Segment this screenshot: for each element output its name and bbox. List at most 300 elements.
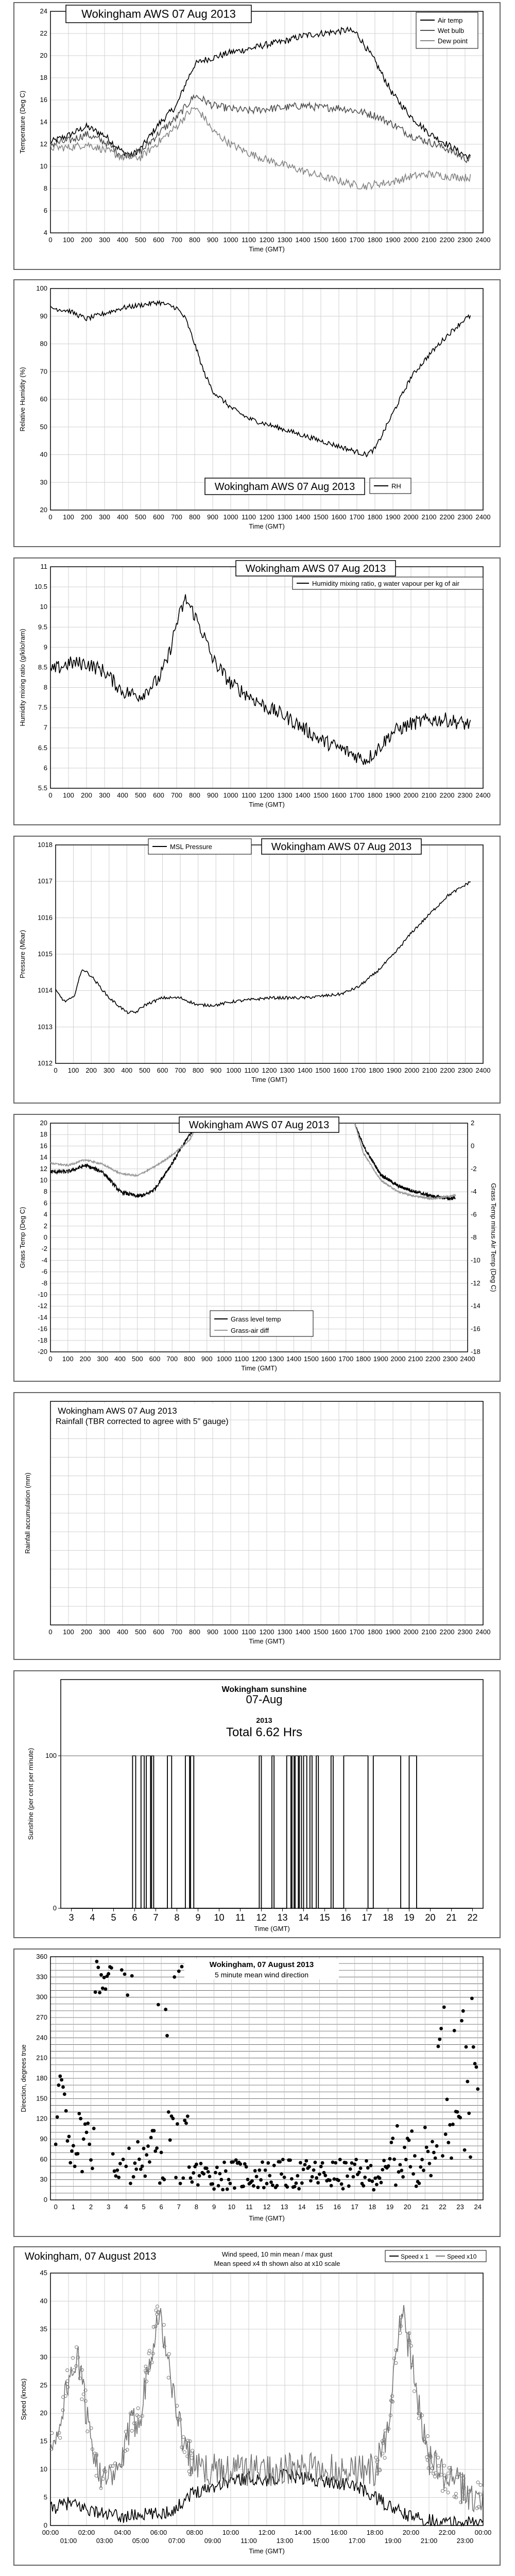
y-tick-label: 14 <box>40 1153 47 1161</box>
direction-point <box>337 2179 340 2182</box>
direction-point <box>95 1960 99 1963</box>
x-tick-label: 700 <box>171 513 182 521</box>
y-tick-label: 0 <box>43 2196 47 2204</box>
direction-point <box>67 2135 71 2139</box>
y-tick-label: -18 <box>38 1336 47 1344</box>
direction-point <box>304 2159 308 2163</box>
y-tick-label: 8.5 <box>38 663 47 671</box>
legend-label: Dew point <box>438 37 468 45</box>
y-tick-label: -12 <box>38 1302 47 1310</box>
chart-subtitle: Wind speed, 10 min mean / max gust <box>221 2250 333 2258</box>
x-tick-label: 200 <box>81 513 92 521</box>
direction-point <box>138 2158 141 2161</box>
x-tick-label: 6 <box>132 1912 138 1923</box>
gust-marker <box>441 2489 444 2493</box>
x-tick-label: 600 <box>149 1355 161 1363</box>
x-tick-label: 13:00 <box>276 2537 294 2545</box>
x-tick-label: 2300 <box>457 1628 473 1636</box>
gust-marker <box>476 2481 479 2484</box>
direction-point <box>278 2160 282 2164</box>
direction-point <box>171 2117 175 2121</box>
direction-point <box>475 2065 478 2069</box>
x-tick-label: 1600 <box>331 236 347 244</box>
y-axis-label: Sunshine (per cent per minute) <box>27 1748 35 1840</box>
direction-point <box>141 2164 144 2168</box>
y-tick-label: 270 <box>36 2013 47 2021</box>
direction-point <box>341 2187 345 2191</box>
x-tick-label: 1000 <box>223 236 238 244</box>
x-tick-label: 2400 <box>475 1066 491 1074</box>
direction-point <box>207 2170 210 2174</box>
y-axis-label: Temperature (Deg C) <box>19 90 26 154</box>
x-tick-label: 3 <box>68 1912 74 1923</box>
x-tick-label: 00:00 <box>42 2529 59 2536</box>
y-tick-label: 18 <box>40 74 47 81</box>
direction-point <box>70 2149 74 2153</box>
direction-point <box>265 2182 269 2185</box>
legend-label: Grass-air diff <box>231 1327 269 1334</box>
direction-point <box>198 2174 201 2178</box>
x-tick-label: 1000 <box>217 1355 232 1363</box>
x-tick-label: 2300 <box>457 791 473 799</box>
y-tick-label: 0 <box>53 1904 57 1912</box>
direction-point <box>330 2184 333 2188</box>
y-tick-label: -14 <box>38 1313 47 1321</box>
x-tick-label: 1200 <box>259 791 274 799</box>
x-tick-label: 13 <box>277 1912 288 1923</box>
x-tick-label: 1800 <box>367 513 383 521</box>
y-tick-label: 8 <box>43 184 47 192</box>
direction-point <box>233 2187 236 2190</box>
direction-point <box>176 2122 179 2126</box>
direction-point <box>453 2029 456 2032</box>
y-tick-label: 5.5 <box>38 784 47 792</box>
direction-point <box>139 2167 143 2171</box>
direction-point <box>165 2034 169 2038</box>
x-tick-label: 1500 <box>313 791 329 799</box>
x-tick-label: 1600 <box>331 1628 347 1636</box>
y-tick-label: 1015 <box>38 950 53 958</box>
direction-point <box>60 2078 63 2082</box>
x-tick-label: 19 <box>404 1912 415 1923</box>
direction-point <box>404 2158 408 2161</box>
direction-point <box>133 2161 137 2165</box>
direction-point <box>276 2184 279 2188</box>
x-tick-label: 12 <box>256 1912 267 1923</box>
y-tick-label: 25 <box>40 2381 47 2389</box>
sunshine-total: Total 6.62 Hrs <box>226 1725 303 1739</box>
direction-point <box>208 2175 212 2178</box>
y-tick-label: 6 <box>43 207 47 214</box>
chart-title: Wokingham AWS 07 Aug 2013 <box>271 841 412 853</box>
direction-point <box>155 2146 159 2150</box>
x-tick-label: 200 <box>79 1355 91 1363</box>
direction-point <box>212 2187 216 2191</box>
direction-point <box>146 2144 150 2148</box>
series-line-air-temp <box>50 27 471 159</box>
x-tick-label: 600 <box>153 791 164 799</box>
x-tick-label: 09:00 <box>204 2537 221 2545</box>
y-tick-label: 7.5 <box>38 703 47 711</box>
direction-point <box>334 2161 337 2165</box>
y-axis-label: Pressure (Mbar) <box>19 930 26 978</box>
x-tick-label: 300 <box>99 513 110 521</box>
direction-point <box>262 2186 266 2190</box>
direction-point <box>280 2172 283 2176</box>
wind-direction-chart <box>13 1948 501 2237</box>
direction-point <box>256 2185 260 2189</box>
gust-marker <box>152 2325 155 2328</box>
y-tick-label: 30 <box>40 2175 47 2183</box>
direction-point <box>316 2181 320 2184</box>
direction-point <box>252 2184 255 2188</box>
x-tick-label: 700 <box>175 1066 186 1074</box>
x-tick-label: 2200 <box>439 236 455 244</box>
x-tick-label: 21:00 <box>420 2537 438 2545</box>
x-tick-label: 1400 <box>295 236 311 244</box>
y-axis-label: Direction, degrees true <box>20 2044 27 2112</box>
direction-point <box>388 2157 392 2161</box>
x-tick-label: 700 <box>171 236 182 244</box>
gust-marker <box>130 2429 133 2432</box>
x-tick-label: 1300 <box>280 1066 295 1074</box>
gust-marker <box>167 2376 170 2379</box>
x-tick-label: 800 <box>189 513 200 521</box>
gust-marker <box>186 2439 190 2442</box>
direction-point <box>451 2123 455 2126</box>
temperature-chart-svg <box>14 3 500 269</box>
direction-point <box>117 2176 121 2179</box>
direction-point <box>127 2147 131 2150</box>
chart-title: Wokingham AWS 07 Aug 2013 <box>188 1120 330 1131</box>
x-tick-label: 2100 <box>422 1066 437 1074</box>
direction-point <box>164 2008 167 2011</box>
direction-point <box>297 2187 301 2191</box>
y-tick-label: 8 <box>43 1188 47 1196</box>
x-tick-label: 2400 <box>475 513 491 521</box>
direction-point <box>94 1990 97 1994</box>
x-tick-label: 900 <box>207 513 218 521</box>
x-tick-label: 1700 <box>349 791 365 799</box>
x-tick-label: 17 <box>362 1912 372 1923</box>
gust-marker <box>162 2324 165 2327</box>
direction-point <box>66 2139 70 2143</box>
direction-point <box>268 2174 271 2178</box>
x-tick-label: 1700 <box>338 1355 354 1363</box>
x-tick-label: 1100 <box>242 513 256 521</box>
direction-point <box>435 2144 439 2148</box>
x-tick-label: 100 <box>62 1355 74 1363</box>
gust-marker <box>432 2472 435 2475</box>
direction-point <box>371 2179 374 2183</box>
x-tick-label: 2000 <box>404 1066 420 1074</box>
y-tick-label: 1017 <box>38 877 53 885</box>
x-tick-label: 21 <box>421 2203 429 2211</box>
direction-point <box>321 2161 324 2165</box>
y-tick-label: 360 <box>36 1953 47 1960</box>
direction-point <box>309 2179 313 2183</box>
grass-temp-chart-svg <box>14 1115 500 1381</box>
x-tick-label: 800 <box>184 1355 195 1363</box>
gust-marker <box>443 2464 446 2467</box>
direction-point <box>438 2038 441 2041</box>
direction-point <box>394 2183 398 2187</box>
direction-point <box>184 2122 188 2125</box>
y-tick-label: 240 <box>36 2033 47 2042</box>
direction-point <box>231 2160 235 2164</box>
x-tick-label: 900 <box>207 791 218 799</box>
x-tick-label: 7 <box>153 1912 159 1923</box>
y-tick-label: 10 <box>40 162 47 170</box>
x-tick-label: 1800 <box>356 1355 371 1363</box>
gust-marker <box>167 2352 170 2355</box>
y-tick-label: 16 <box>40 1142 47 1150</box>
direction-point <box>64 2109 68 2113</box>
y-tick-label: 150 <box>36 2094 47 2103</box>
x-tick-label: 1900 <box>385 236 401 244</box>
x-tick-label: 1300 <box>277 1628 293 1636</box>
direction-point <box>63 2092 66 2096</box>
y-tick-label: -6 <box>41 1267 47 1276</box>
x-tick-label: 1800 <box>367 1628 383 1636</box>
chart-year: 2013 <box>256 1716 272 1724</box>
x-tick-label: 18:00 <box>366 2529 384 2536</box>
direction-point <box>432 2151 436 2155</box>
x-tick-label: 1000 <box>223 791 238 799</box>
direction-point <box>431 2140 434 2144</box>
x-tick-label: 07:00 <box>168 2537 185 2545</box>
x-tick-label: 1100 <box>242 791 256 799</box>
gust-marker <box>394 2362 398 2365</box>
y-tick-label: 1012 <box>38 1059 53 1067</box>
humidity-chart <box>13 279 501 547</box>
x-tick-label: 500 <box>135 791 146 799</box>
direction-point <box>271 2183 274 2187</box>
direction-point <box>219 2178 223 2181</box>
x-tick-label: 2200 <box>439 513 455 521</box>
x-tick-label: 05:00 <box>132 2537 149 2545</box>
direction-point <box>258 2168 261 2172</box>
y-right-axis-label: Grass Temp minus Air Temp (Deg C) <box>490 1183 497 1292</box>
x-tick-label: 7 <box>177 2203 181 2211</box>
direction-point <box>242 2184 245 2188</box>
direction-point <box>437 2045 440 2048</box>
x-tick-label: 22 <box>439 2203 447 2211</box>
x-tick-label: 1400 <box>295 1628 311 1636</box>
x-tick-label: 1600 <box>333 1066 348 1074</box>
y-tick-label: 24 <box>40 7 47 15</box>
x-axis-label: Time (GMT) <box>249 1637 285 1645</box>
direction-point <box>293 2185 297 2189</box>
x-tick-label: 15 <box>319 1912 330 1923</box>
x-tick-label: 6 <box>159 2203 163 2211</box>
y-right-tick-label: -16 <box>471 1325 480 1333</box>
x-tick-label: 2400 <box>460 1355 475 1363</box>
wind-speed-chart-svg <box>14 2247 500 2565</box>
gust-marker <box>459 2501 462 2504</box>
x-tick-label: 2100 <box>421 791 437 799</box>
x-tick-label: 0 <box>48 791 53 799</box>
y-tick-label: 90 <box>40 2135 47 2143</box>
direction-point <box>264 2168 267 2172</box>
y-tick-label: 180 <box>36 2074 47 2082</box>
direction-point <box>149 2136 153 2140</box>
direction-point <box>250 2179 254 2183</box>
direction-point <box>399 2163 402 2166</box>
direction-point <box>107 1972 110 1976</box>
x-tick-label: 1900 <box>385 791 401 799</box>
x-tick-label: 8 <box>174 1912 180 1923</box>
direction-point <box>126 1993 129 1997</box>
y-tick-label: 8 <box>43 683 47 691</box>
y-tick-label: 30 <box>40 478 47 486</box>
x-tick-label: 1900 <box>386 1066 402 1074</box>
y-tick-label: 20 <box>40 1119 47 1127</box>
sunshine-chart <box>13 1670 501 1938</box>
y-tick-label: 1014 <box>38 986 53 994</box>
direction-point <box>445 2098 449 2102</box>
direction-point <box>89 2158 93 2162</box>
direction-point <box>422 2168 425 2172</box>
direction-point <box>428 2162 432 2165</box>
y-right-tick-label: -12 <box>471 1279 480 1287</box>
direction-point <box>344 2161 348 2165</box>
y-tick-label: 5 <box>43 2493 47 2501</box>
y-right-tick-label: -2 <box>471 1164 477 1173</box>
wind-direction-chart-svg <box>14 1950 500 2236</box>
direction-point <box>177 1970 181 1973</box>
chart-subtitle: 5 minute mean wind direction <box>214 1971 309 1979</box>
y-right-tick-label: 2 <box>471 1119 475 1127</box>
x-tick-label: 1600 <box>321 1355 336 1363</box>
x-tick-label: 700 <box>171 1628 182 1636</box>
x-tick-label: 1700 <box>349 236 365 244</box>
x-tick-label: 0 <box>54 2203 58 2211</box>
gust-marker <box>72 2357 75 2360</box>
x-tick-label: 1100 <box>234 1355 249 1363</box>
x-tick-label: 800 <box>189 791 200 799</box>
gust-marker <box>191 2449 194 2452</box>
direction-point <box>196 2183 200 2187</box>
y-tick-label: 70 <box>40 367 47 376</box>
direction-point <box>160 2151 163 2155</box>
y-tick-label: 6.5 <box>38 743 47 752</box>
x-tick-label: 19 <box>386 2203 394 2211</box>
x-tick-label: 1500 <box>313 1628 329 1636</box>
y-tick-label: 210 <box>36 2054 47 2062</box>
x-tick-label: 400 <box>117 236 128 244</box>
y-tick-label: 6 <box>43 764 47 772</box>
y-tick-label: 16 <box>40 96 47 104</box>
direction-point <box>441 2154 444 2158</box>
chart-title: Wokingham AWS 07 Aug 2013 <box>245 563 386 574</box>
y-tick-label: 50 <box>40 422 47 431</box>
gust-marker <box>136 2406 140 2410</box>
x-tick-label: 1800 <box>369 1066 384 1074</box>
direction-point <box>224 2170 228 2173</box>
direction-point <box>423 2126 427 2129</box>
x-tick-label: 8 <box>194 2203 199 2211</box>
direction-point <box>473 2062 477 2065</box>
x-tick-label: 16 <box>333 2203 341 2211</box>
gust-marker <box>80 2398 83 2401</box>
x-tick-label: 2200 <box>440 1066 455 1074</box>
direction-point <box>68 2161 72 2165</box>
direction-point <box>111 2152 115 2156</box>
series-line-humidity-mixing-ratio-g-water-vapour-per-kg-of-air <box>50 595 471 765</box>
gust-marker <box>434 2475 437 2478</box>
legend-label: MSL Pressure <box>170 843 212 851</box>
x-tick-label: 800 <box>189 1628 200 1636</box>
direction-point <box>266 2161 270 2165</box>
x-tick-label: 14 <box>298 2203 306 2211</box>
direction-point <box>333 2177 336 2181</box>
x-tick-label: 00:00 <box>474 2529 492 2536</box>
x-tick-label: 15 <box>316 2203 323 2211</box>
y-axis-label: Humidity mixing ratio (g/kilo/ram) <box>19 629 26 726</box>
x-tick-label: 500 <box>135 236 146 244</box>
direction-point <box>392 2158 396 2161</box>
direction-point <box>369 2164 373 2167</box>
direction-point <box>130 1974 134 1978</box>
direction-point <box>347 2184 351 2188</box>
direction-point <box>192 2171 195 2175</box>
direction-point <box>115 2168 119 2172</box>
direction-point <box>180 1965 184 1969</box>
x-tick-label: 100 <box>67 1066 79 1074</box>
direction-point <box>411 2172 415 2176</box>
direction-point <box>153 2149 157 2153</box>
x-tick-label: 600 <box>153 1628 164 1636</box>
x-tick-label: 1400 <box>297 1066 313 1074</box>
direction-point <box>460 2019 464 2023</box>
x-tick-label: 1200 <box>251 1355 267 1363</box>
x-tick-label: 0 <box>54 1066 58 1074</box>
direction-point <box>315 2176 318 2180</box>
x-tick-label: 14 <box>298 1912 309 1923</box>
x-tick-label: 700 <box>166 1355 178 1363</box>
x-tick-label: 10 <box>214 1912 225 1923</box>
x-tick-label: 900 <box>201 1355 213 1363</box>
gust-marker <box>190 2456 193 2460</box>
x-tick-label: 1400 <box>295 791 311 799</box>
direction-point <box>245 2165 248 2168</box>
x-tick-label: 9 <box>212 2203 216 2211</box>
direction-point <box>73 2165 77 2168</box>
x-tick-label: 18 <box>368 2203 376 2211</box>
x-tick-label: 22:00 <box>438 2529 456 2536</box>
direction-point <box>99 1973 103 1977</box>
gust-marker <box>479 2483 482 2486</box>
direction-point <box>218 2172 222 2176</box>
x-tick-label: 300 <box>97 1355 109 1363</box>
x-tick-label: 2 <box>89 2203 93 2211</box>
x-tick-label: 1200 <box>259 236 274 244</box>
y-right-tick-label: -6 <box>471 1210 477 1218</box>
x-tick-label: 100 <box>63 513 74 521</box>
direction-point <box>269 2180 273 2184</box>
x-tick-label: 1300 <box>269 1355 284 1363</box>
x-tick-label: 600 <box>153 513 164 521</box>
x-axis-label: Time (GMT) <box>249 801 285 808</box>
y-tick-label: 4 <box>43 1210 47 1218</box>
direction-point <box>447 2141 450 2144</box>
direction-point <box>328 2179 332 2182</box>
gust-marker <box>72 2368 75 2371</box>
y-tick-label: 14 <box>40 118 47 126</box>
direction-point <box>202 2172 205 2176</box>
x-tick-label: 300 <box>103 1066 115 1074</box>
